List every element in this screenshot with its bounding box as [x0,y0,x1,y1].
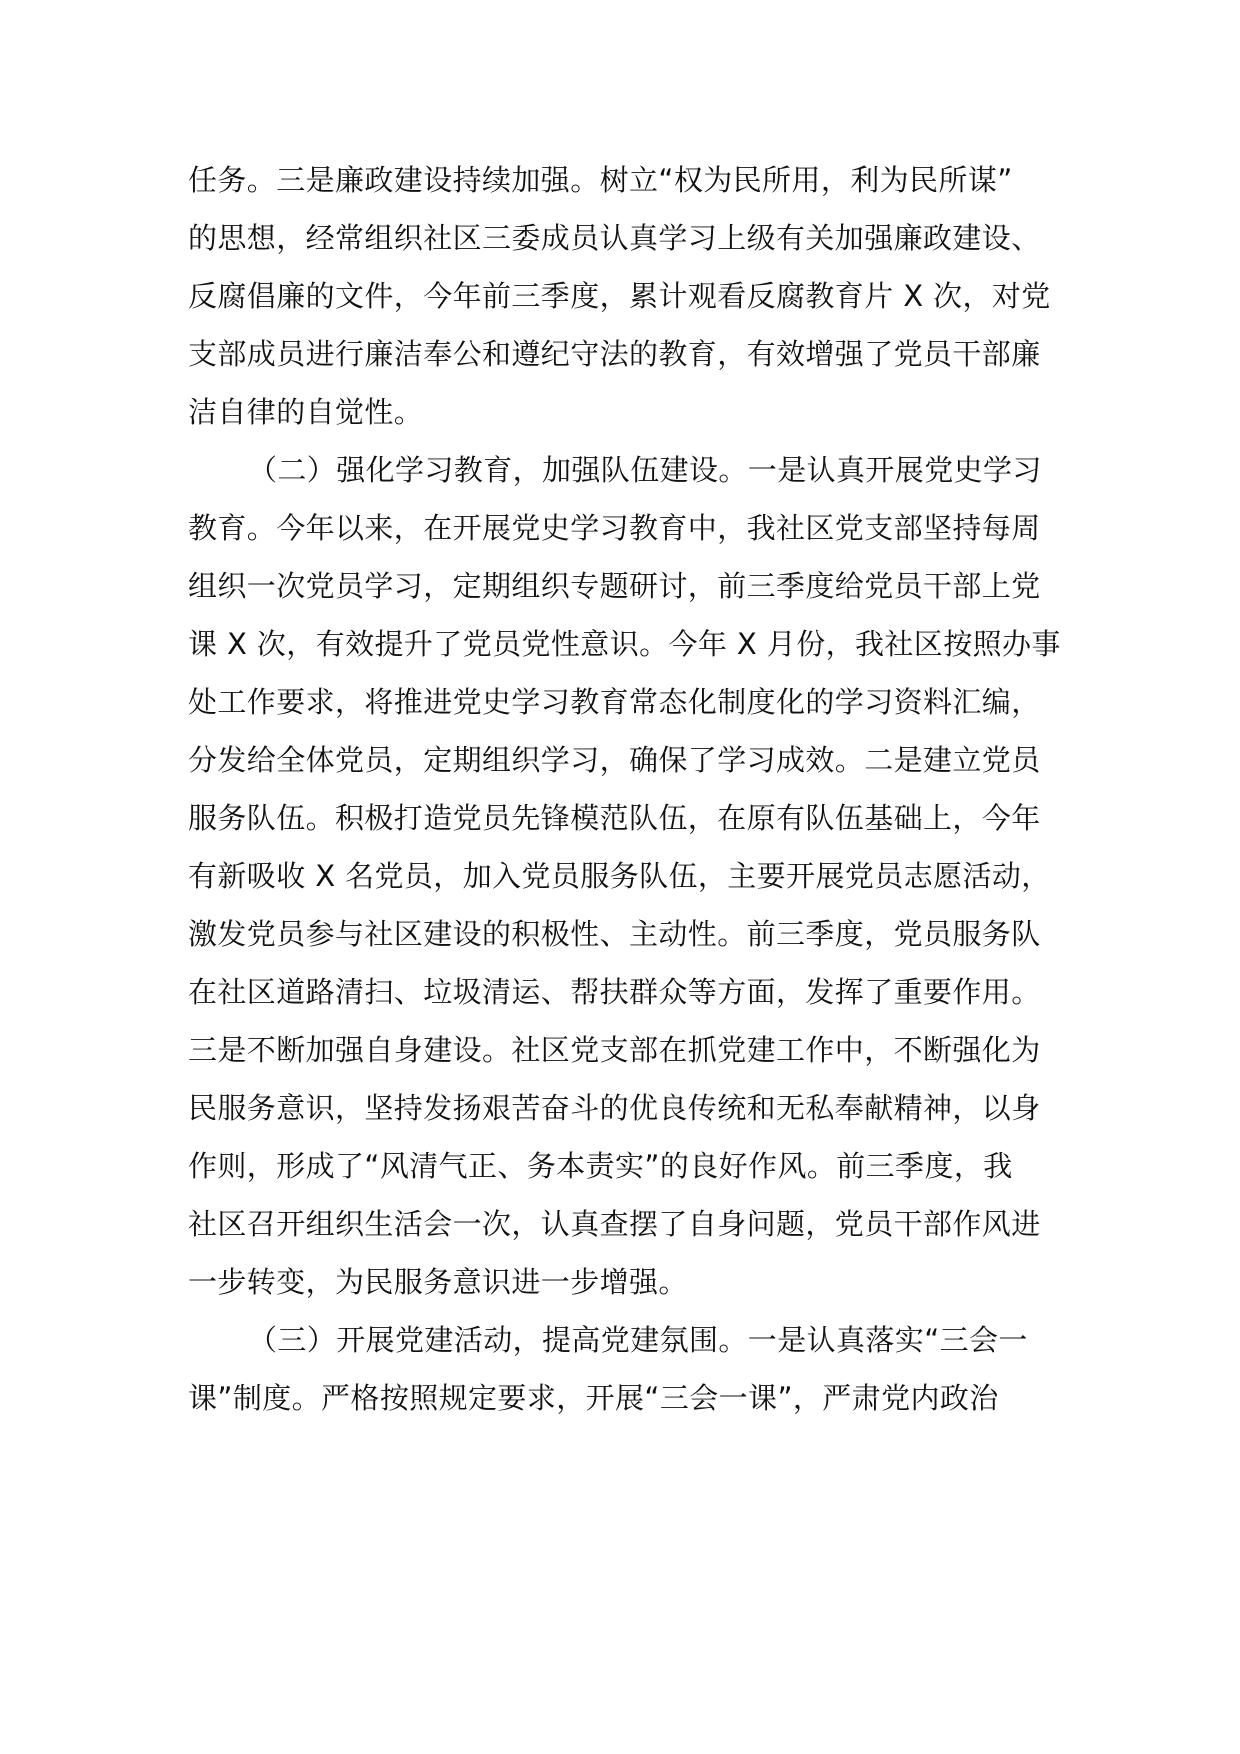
text-line: 分发给全体党员，定期组织学习，确保了学习成效。二是建立党员 [188,743,1041,777]
text-line: 一步转变，为民服务意识进一步增强。 [188,1265,688,1299]
text-line: 洁自律的自觉性。 [188,395,424,429]
text-line: 课”制度。严格按照规定要求，开展“三会一课”，严肃党内政治 [188,1381,999,1415]
text-line: 激发党员参与社区建设的积极性、主动性。前三季度，党员服务队 [188,917,1041,951]
text-line: （三）开展党建活动，提高党建氛围。一是认真落实“三会一 [248,1323,1028,1357]
text-line: 有新吸收 X 名党员，加入党员服务队伍，主要开展党员志愿活动， [188,859,1051,893]
text-line: 处工作要求，将推进党史学习教育常态化制度化的学习资料汇编， [188,685,1041,719]
text-line: 反腐倡廉的文件，今年前三季度，累计观看反腐教育片 X 次，对党 [188,279,1051,313]
text-line: 服务队伍。积极打造党员先锋模范队伍，在原有队伍基础上，今年 [188,801,1041,835]
text-line: 社区召开组织生活会一次，认真查摆了自身问题，党员干部作风进 [188,1207,1041,1241]
text-line: （二）强化学习教育，加强队伍建设。一是认真开展党史学习 [248,453,1042,487]
text-line: 任务。三是廉政建设持续加强。树立“权为民所用，利为民所谋” [188,163,1013,197]
text-line: 在社区道路清扫、垃圾清运、帮扶群众等方面，发挥了重要作用。 [188,975,1041,1009]
text-line: 组织一次党员学习，定期组织专题研讨，前三季度给党员干部上党 [188,569,1041,603]
text-line: 作则，形成了“风清气正、务本责实”的良好作风。前三季度，我 [188,1149,1013,1183]
text-line: 的思想，经常组织社区三委成员认真学习上级有关加强廉政建设、 [188,221,1041,255]
text-line: 教育。今年以来，在开展党史学习教育中，我社区党支部坚持每周 [188,511,1041,545]
text-line: 支部成员进行廉洁奉公和遵纪守法的教育，有效增强了党员干部廉 [188,337,1041,371]
text-line: 民服务意识，坚持发扬艰苦奋斗的优良传统和无私奉献精神，以身 [188,1091,1041,1125]
text-line: 课 X 次，有效提升了党员党性意识。今年 X 月份，我社区按照办事 [188,627,1061,661]
text-line: 三是不断加强自身建设。社区党支部在抓党建工作中，不断强化为 [188,1033,1041,1067]
